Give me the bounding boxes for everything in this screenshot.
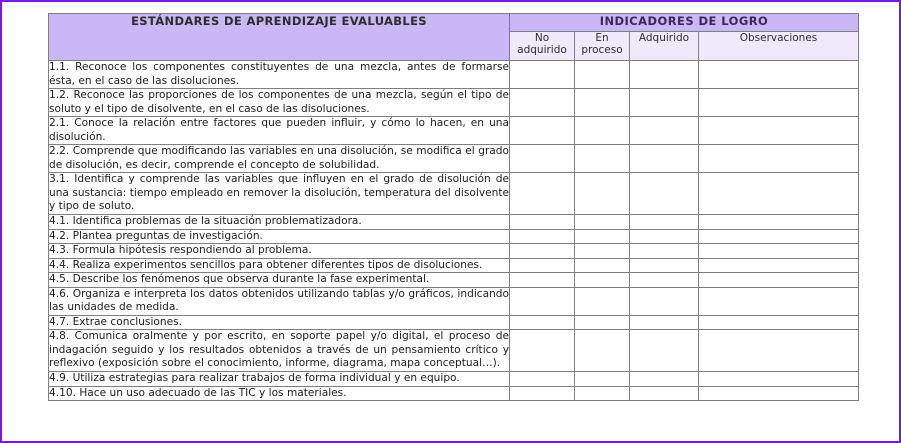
standard-text: 4.3. Formula hipótesis respondiendo al problema.: [49, 244, 312, 257]
standard-text: 2.1. Conoce la relación entre factores que pueden influir, y cómo lo hacen, en una disolución.: [49, 117, 509, 143]
cell-no-adquirido[interactable]: [510, 145, 575, 173]
table-row: [49, 386, 859, 401]
table-row: [49, 258, 859, 273]
table-row: [49, 61, 859, 89]
cell-adquirido[interactable]: [630, 215, 699, 230]
standard-description-cell: [49, 145, 510, 173]
standard-description-cell: [49, 258, 510, 273]
standard-description-cell: [49, 372, 510, 387]
cell-observaciones[interactable]: [699, 117, 859, 145]
cell-adquirido[interactable]: [630, 372, 699, 387]
table-row: [49, 287, 859, 315]
standard-description-cell: [49, 386, 510, 401]
cell-en-proceso[interactable]: [575, 315, 630, 330]
cell-adquirido[interactable]: [630, 229, 699, 244]
table-row: [49, 330, 859, 372]
cell-en-proceso[interactable]: [575, 372, 630, 387]
cell-no-adquirido[interactable]: [510, 258, 575, 273]
cell-no-adquirido[interactable]: [510, 244, 575, 259]
header-no-adquirido: No adquirido: [510, 32, 575, 61]
cell-observaciones[interactable]: [699, 244, 859, 259]
cell-adquirido[interactable]: [630, 145, 699, 173]
standard-description-cell: [49, 273, 510, 288]
cell-observaciones[interactable]: [699, 330, 859, 372]
cell-adquirido[interactable]: [630, 61, 699, 89]
cell-adquirido[interactable]: [630, 315, 699, 330]
standard-description-cell: [49, 315, 510, 330]
standard-text: 1.1. Reconoce los componentes constituyentes de una mezcla, antes de formarse ésta, en el caso de las disoluciones.: [49, 61, 509, 87]
header-row-top: [49, 14, 859, 32]
cell-adquirido[interactable]: [630, 273, 699, 288]
cell-adquirido[interactable]: [630, 244, 699, 259]
standard-description-cell: [49, 330, 510, 372]
cell-no-adquirido[interactable]: [510, 315, 575, 330]
header-en-proceso: En proceso: [575, 32, 630, 61]
cell-adquirido[interactable]: [630, 258, 699, 273]
cell-observaciones[interactable]: [699, 89, 859, 117]
header-indicators-group: INDICADORES DE LOGRO: [510, 14, 859, 32]
standard-description-cell: [49, 287, 510, 315]
table-header: [49, 14, 859, 61]
header-adquirido: Adquirido: [630, 32, 699, 61]
cell-observaciones[interactable]: [699, 315, 859, 330]
cell-no-adquirido[interactable]: [510, 89, 575, 117]
cell-en-proceso[interactable]: [575, 386, 630, 401]
standard-text: 4.9. Utiliza estrategias para realizar trabajos de forma individual y en equipo.: [49, 372, 460, 385]
standard-text: 4.8. Comunica oralmente y por escrito, en soporte papel y/o digital, el proceso de indagación seguido y los resultados obtenidos a través de un pensamiento crítico y reflexivo (exposición sobre el conocimiento, informe, diagrama, mapa conceptual…).: [49, 330, 509, 370]
table-body: [49, 61, 859, 401]
cell-no-adquirido[interactable]: [510, 287, 575, 315]
standard-text: 4.4. Realiza experimentos sencillos para obtener diferentes tipos de disoluciones.: [49, 258, 483, 271]
cell-no-adquirido[interactable]: [510, 173, 575, 215]
table-row: [49, 215, 859, 230]
cell-no-adquirido[interactable]: [510, 229, 575, 244]
cell-observaciones[interactable]: [699, 372, 859, 387]
cell-adquirido[interactable]: [630, 173, 699, 215]
table-row: [49, 244, 859, 259]
standard-description-cell: [49, 229, 510, 244]
table-row: [49, 273, 859, 288]
cell-adquirido[interactable]: [630, 89, 699, 117]
table-row: [49, 372, 859, 387]
standard-text: 3.1. Identifica y comprende las variables que influyen en el grado de disolución de una sustancia: tiempo empleado en remover la disolución, temperatura del disolvente y tipo de soluto.: [49, 173, 509, 213]
table-row: [49, 173, 859, 215]
cell-no-adquirido[interactable]: [510, 372, 575, 387]
cell-en-proceso[interactable]: [575, 89, 630, 117]
table-row: [49, 229, 859, 244]
cell-en-proceso[interactable]: [575, 287, 630, 315]
cell-en-proceso[interactable]: [575, 273, 630, 288]
cell-no-adquirido[interactable]: [510, 386, 575, 401]
cell-en-proceso[interactable]: [575, 173, 630, 215]
standard-text: 1.2. Reconoce las proporciones de los componentes de una mezcla, según el tipo de soluto y el tipo de disolvente, en el caso de las disoluciones.: [49, 89, 509, 115]
cell-observaciones[interactable]: [699, 273, 859, 288]
standard-text: 4.2. Plantea preguntas de investigación.: [49, 229, 263, 242]
cell-en-proceso[interactable]: [575, 244, 630, 259]
table-row: [49, 315, 859, 330]
header-observaciones: Observaciones: [699, 32, 859, 61]
cell-en-proceso[interactable]: [575, 145, 630, 173]
standard-text: 4.10. Hace un uso adecuado de las TIC y los materiales.: [49, 386, 347, 399]
cell-en-proceso[interactable]: [575, 117, 630, 145]
standard-description-cell: [49, 215, 510, 230]
standard-description-cell: [49, 244, 510, 259]
table-row: [49, 145, 859, 173]
standard-description-cell: [49, 117, 510, 145]
standard-description-cell: [49, 89, 510, 117]
assessment-rubric-table: [48, 13, 859, 401]
standard-description-cell: [49, 173, 510, 215]
standard-text: 2.2. Comprende que modificando las variables en una disolución, se modifica el grado de disolución, es decir, comprende el concepto de solubilidad.: [49, 145, 509, 171]
cell-observaciones[interactable]: [699, 145, 859, 173]
cell-adquirido[interactable]: [630, 386, 699, 401]
table-row: [49, 89, 859, 117]
cell-no-adquirido[interactable]: [510, 61, 575, 89]
rubric-table-container: [48, 13, 858, 401]
table-row: [49, 117, 859, 145]
cell-no-adquirido[interactable]: [510, 273, 575, 288]
cell-observaciones[interactable]: [699, 258, 859, 273]
standard-text: 4.1. Identifica problemas de la situación problematizadora.: [49, 215, 362, 228]
header-standards: ESTÁNDARES DE APRENDIZAJE EVALUABLES: [49, 14, 510, 61]
cell-observaciones[interactable]: [699, 173, 859, 215]
standard-text: 4.6. Organiza e interpreta los datos obtenidos utilizando tablas y/o gráficos, indicando las unidades de medida.: [49, 287, 509, 314]
cell-observaciones[interactable]: [699, 229, 859, 244]
standard-text: 4.7. Extrae conclusiones.: [49, 315, 182, 328]
cell-observaciones[interactable]: [699, 287, 859, 315]
standard-text: 4.5. Describe los fenómenos que observa durante la fase experimental.: [49, 273, 430, 286]
cell-observaciones[interactable]: [699, 215, 859, 230]
cell-no-adquirido[interactable]: [510, 215, 575, 230]
cell-observaciones[interactable]: [699, 386, 859, 401]
cell-en-proceso[interactable]: [575, 258, 630, 273]
cell-no-adquirido[interactable]: [510, 117, 575, 145]
cell-no-adquirido[interactable]: [510, 330, 575, 372]
standard-description-cell: [49, 61, 510, 89]
cell-adquirido[interactable]: [630, 117, 699, 145]
cell-en-proceso[interactable]: [575, 215, 630, 230]
cell-en-proceso[interactable]: [575, 61, 630, 89]
cell-observaciones[interactable]: [699, 61, 859, 89]
cell-en-proceso[interactable]: [575, 229, 630, 244]
cell-en-proceso[interactable]: [575, 330, 630, 372]
cell-adquirido[interactable]: [630, 330, 699, 372]
cell-adquirido[interactable]: [630, 287, 699, 315]
